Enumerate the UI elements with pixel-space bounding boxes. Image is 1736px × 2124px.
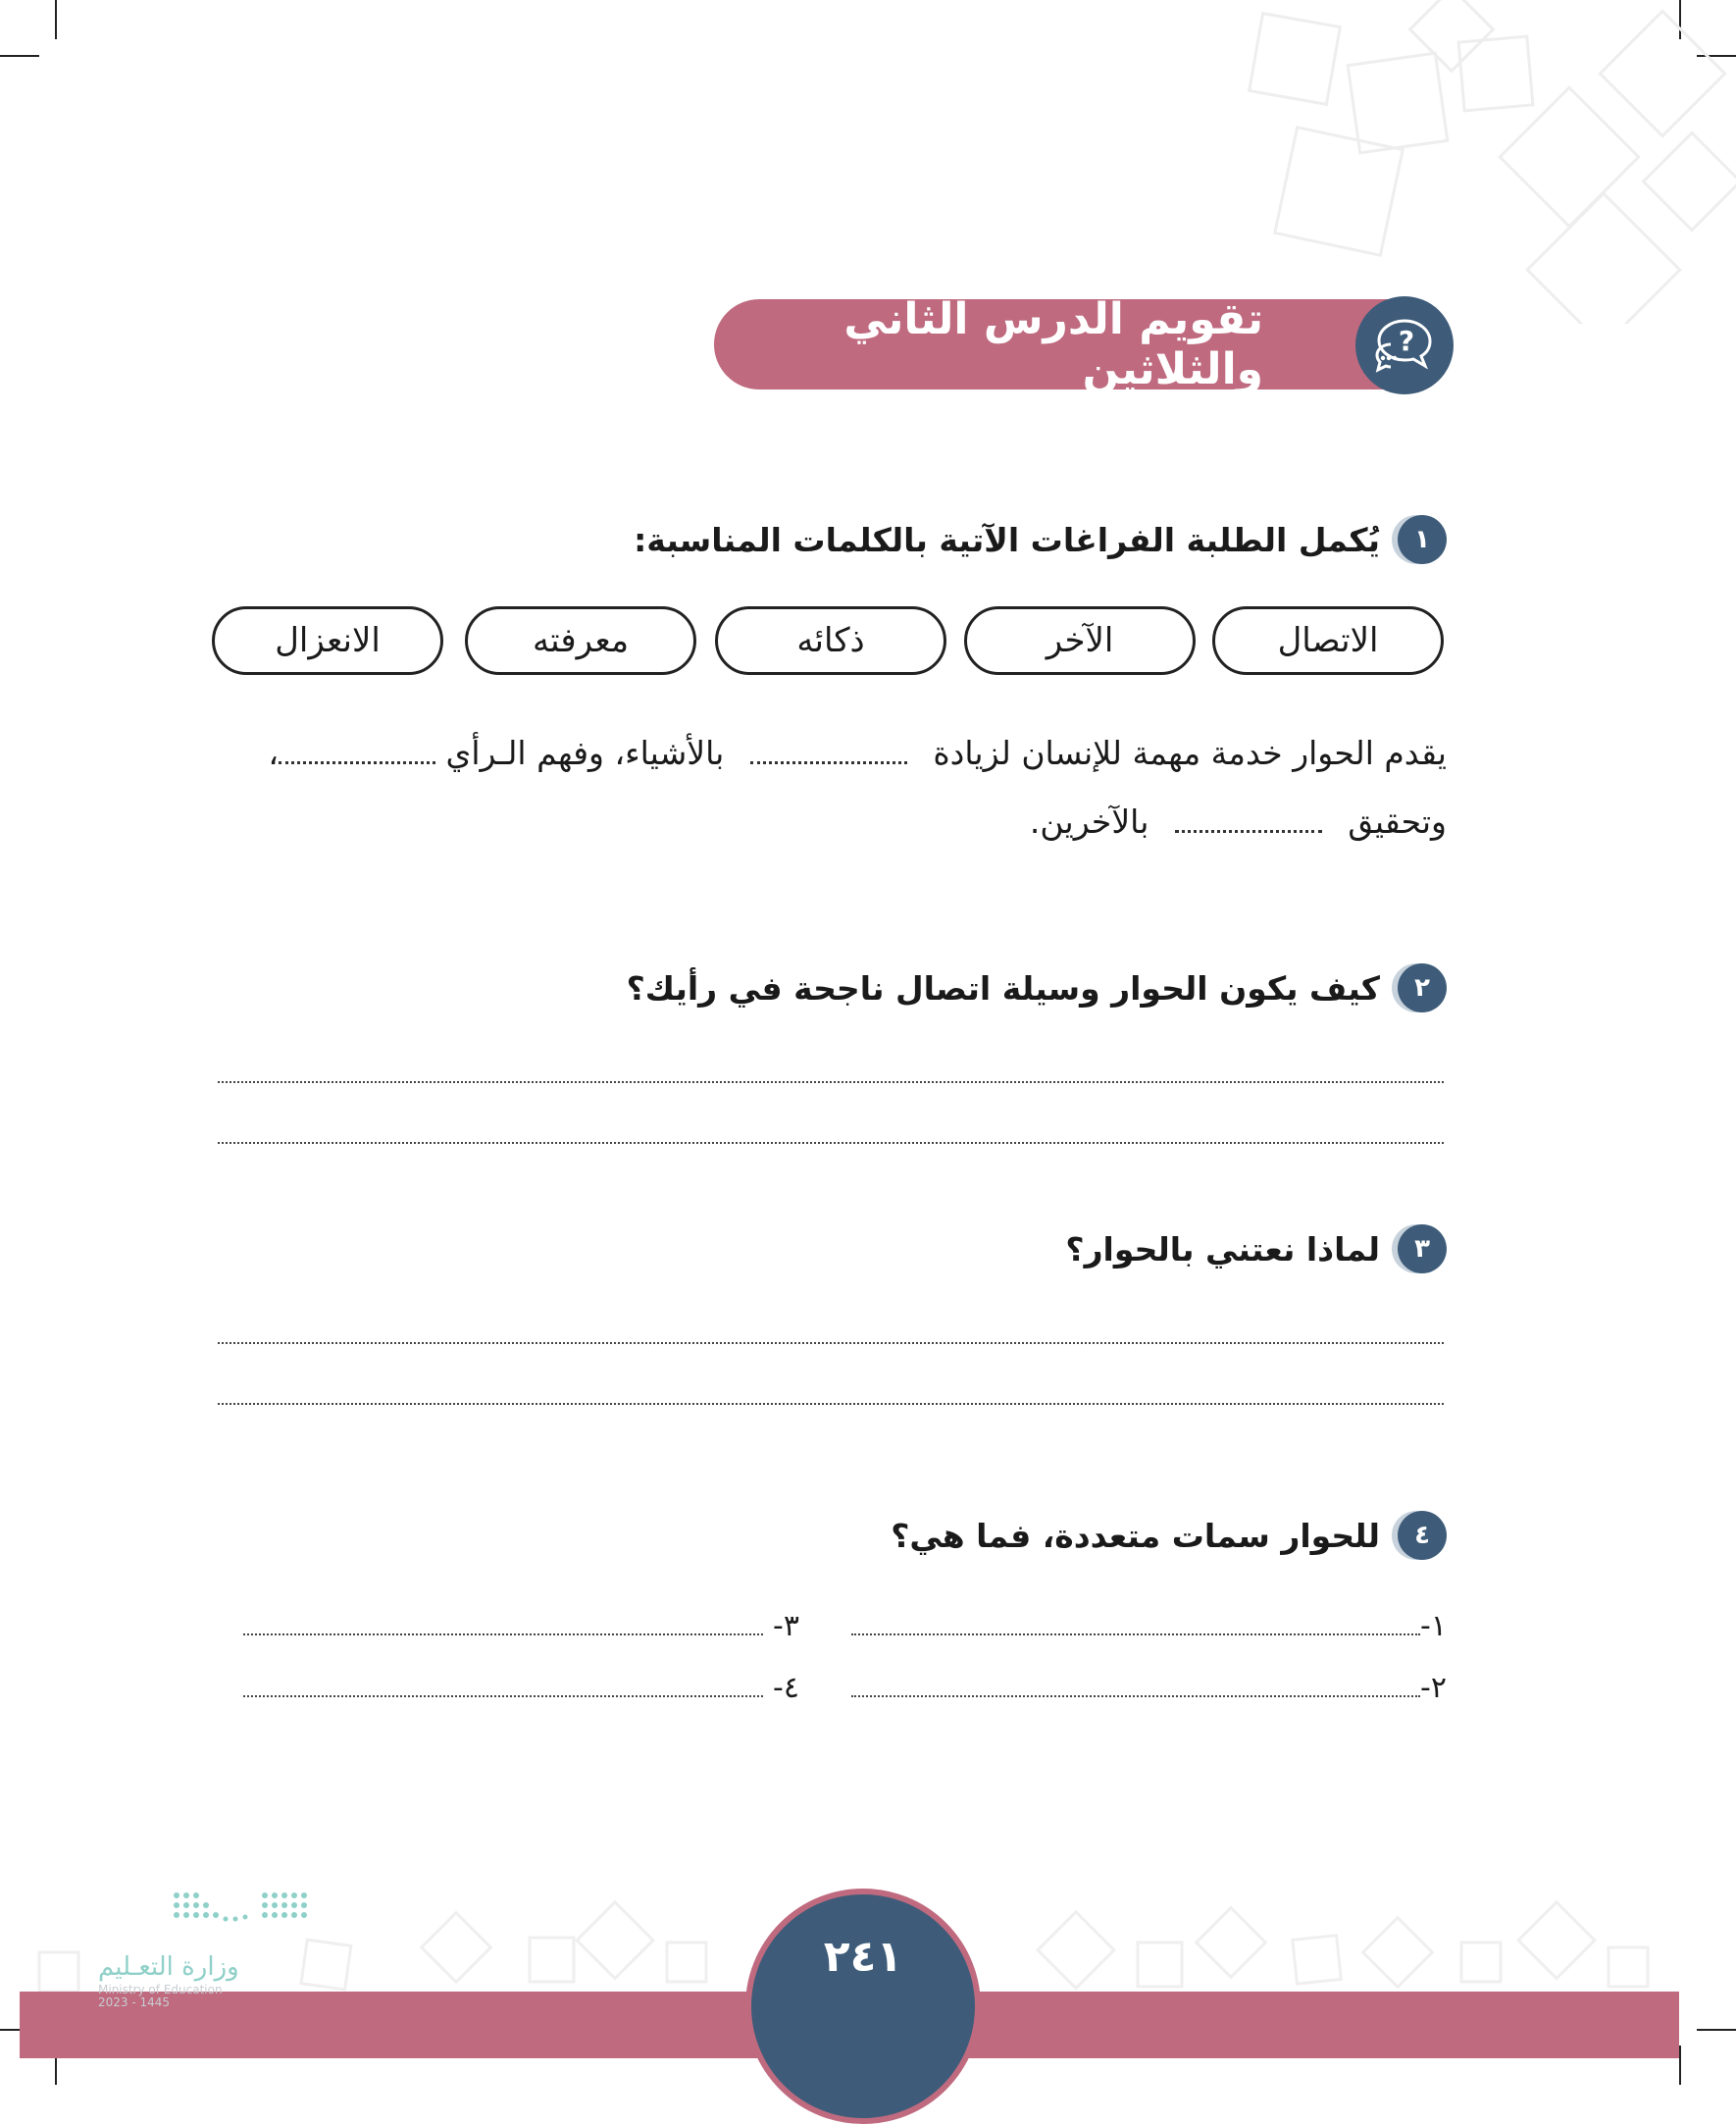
- question-chat-icon: [1355, 296, 1454, 394]
- question-3-prompt: لماذا نعتني بالحوار؟: [1065, 1229, 1380, 1269]
- answer-line[interactable]: [243, 1633, 763, 1635]
- question-4-header: [891, 1511, 1447, 1560]
- svg-text:?: ?: [1398, 325, 1415, 357]
- sentence-text: يقدم الحوار خدمة مهمة للإنسان لزيادة: [933, 734, 1447, 772]
- ministry-logo: [98, 1884, 324, 2009]
- ministry-dots-icon: [167, 1884, 324, 1943]
- answer-line[interactable]: [218, 1342, 1444, 1344]
- answer-line[interactable]: [851, 1633, 1420, 1635]
- trait-number: ٣-: [773, 1609, 799, 1643]
- sentence-text: بالأشياء، وفهم الـرأي: [445, 734, 725, 772]
- question-4-prompt: للحوار سمات متعددة، فما هي؟: [891, 1516, 1380, 1555]
- sentence-text: بالآخرين.: [1029, 803, 1149, 841]
- fill-in-sentence-line-2: [1030, 803, 1447, 841]
- question-2-prompt: كيف يكون الحوار وسيلة اتصال ناجحة في رأيك؟: [626, 968, 1380, 1008]
- question-1-header: [634, 515, 1447, 564]
- word-choice: الانعزال: [212, 606, 443, 675]
- question-number: ٣: [1398, 1224, 1447, 1273]
- ministry-name-en: Ministry of Education 2023 - 1445: [98, 1983, 223, 2009]
- page-number: ٢٤١: [823, 1932, 903, 1982]
- page-title: تقويم الدرس الثاني والثلاثين: [843, 294, 1263, 394]
- question-number: ٢: [1398, 963, 1447, 1012]
- question-number: ٤: [1398, 1511, 1447, 1560]
- sentence-text: وتحقيق: [1348, 803, 1447, 841]
- page-number-badge: [745, 1889, 981, 2124]
- trait-item: [851, 1609, 1447, 1643]
- sentence-text: ،: [268, 734, 279, 772]
- trait-number: ٢-: [1420, 1671, 1447, 1705]
- word-choice: الاتصال: [1212, 606, 1444, 675]
- question-3-header: [1065, 1224, 1447, 1273]
- trait-number: ٤-: [773, 1671, 799, 1705]
- crop-mark: [55, 0, 57, 39]
- answer-line[interactable]: [218, 1142, 1444, 1144]
- crop-mark: [1697, 2029, 1736, 2031]
- blank-field[interactable]: [750, 761, 907, 764]
- answer-line[interactable]: [218, 1081, 1444, 1083]
- crop-mark: [0, 55, 39, 57]
- answer-line[interactable]: [851, 1695, 1420, 1697]
- answer-line[interactable]: [218, 1403, 1444, 1405]
- answer-line[interactable]: [243, 1695, 763, 1697]
- question-1-prompt: يُكمل الطلبة الفراغات الآتية بالكلمات المناسبة:: [634, 520, 1380, 559]
- question-2-header: [627, 963, 1447, 1012]
- fill-in-sentence-line-1: [268, 734, 1447, 772]
- trait-item: [243, 1671, 799, 1705]
- trait-item: [243, 1609, 799, 1643]
- trait-number: ١-: [1420, 1609, 1447, 1643]
- question-number: ١: [1398, 515, 1447, 564]
- crop-mark: [1679, 2046, 1681, 2085]
- blank-field[interactable]: [1175, 830, 1322, 833]
- trait-item: [851, 1671, 1447, 1705]
- decorative-pattern: [1226, 0, 1736, 324]
- word-choice: الآخر: [964, 606, 1196, 675]
- blank-field[interactable]: [279, 761, 435, 764]
- lesson-title-banner: [714, 294, 1420, 394]
- word-choice: ذكائه: [715, 606, 946, 675]
- ministry-name-ar: وزارة التعـليم: [98, 1952, 239, 1982]
- word-choice: معرفته: [465, 606, 696, 675]
